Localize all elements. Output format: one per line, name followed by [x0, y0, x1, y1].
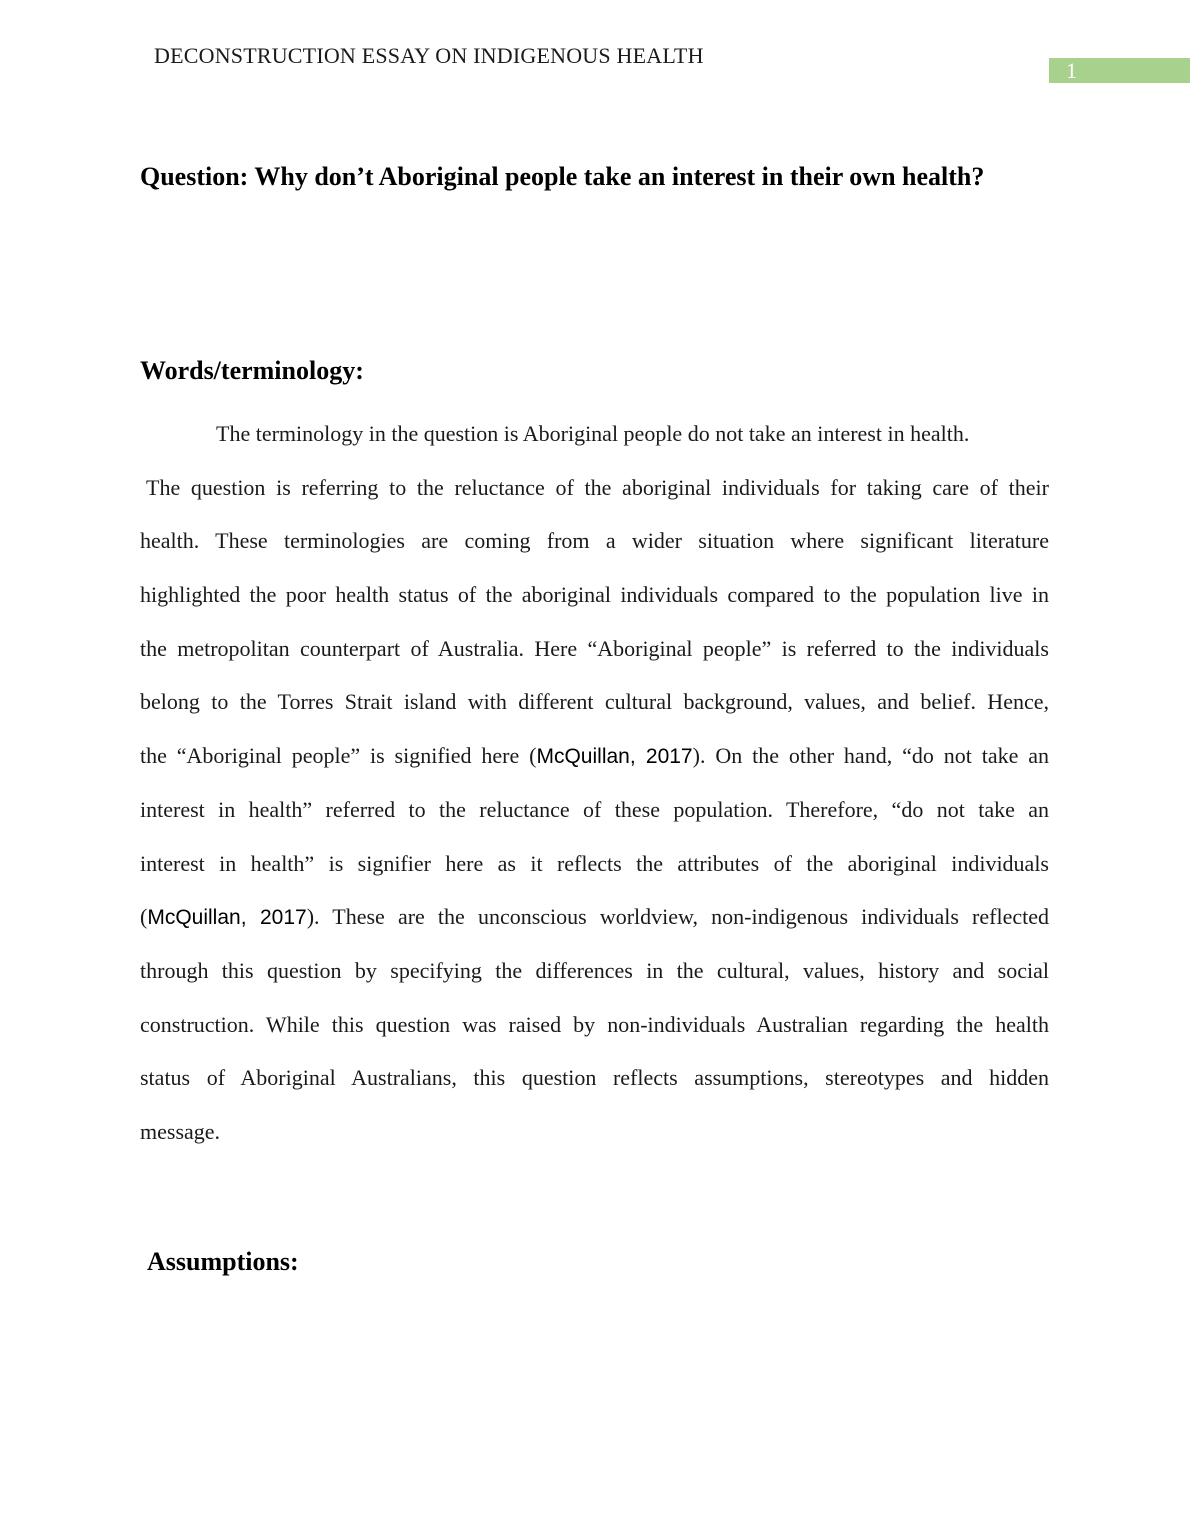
paragraph-line: status of Aboriginal Australians, this question reflects assumptions, stereotypes and hidden: [140, 1065, 1049, 1091]
paragraph-line: through this question by specifying the differences in the cultural, values, history and social: [140, 957, 1049, 983]
page-number-badge: [1049, 58, 1190, 83]
paragraph-line: belong to the Torres Strait island with different cultural background, values, and belief. Hence,: [140, 689, 1049, 715]
citation: McQuillan, 2017: [536, 745, 693, 769]
running-header-title: DECONSTRUCTION ESSAY ON INDIGENOUS HEALTH: [154, 43, 704, 68]
paragraph-line: the “Aboriginal people” is signified here (McQuillan, 2017). On the other hand, “do not take an: [140, 743, 1050, 769]
paragraph-line: The question is referring to the reluctance of the aboriginal individuals for taking care of their: [146, 474, 1049, 500]
paragraph-line: (McQuillan, 2017). These are the unconscious worldview, non-indigenous individuals reflected: [140, 904, 1049, 930]
paragraph-line: highlighted the poor health status of the aboriginal individuals compared to the population live in: [140, 582, 1049, 608]
paragraph-line: interest in health” is signifier here as it reflects the attributes of the aboriginal individuals: [140, 850, 1049, 876]
paragraph-line: health. These terminologies are coming from a wider situation where significant literature: [140, 528, 1049, 554]
paragraph-line: The terminology in the question is Aboriginal people do not take an interest in health.: [216, 421, 970, 446]
assumptions-heading: Assumptions:: [147, 1247, 299, 1276]
words-terminology-heading: Words/terminology:: [140, 356, 364, 385]
words-terminology-paragraph: [140, 407, 1049, 1159]
question-title: Question: Why don’t Aboriginal people take an interest in their own health?: [140, 162, 985, 191]
paragraph-line: the metropolitan counterpart of Australia. Here “Aboriginal people” is referred to the individuals: [140, 635, 1049, 661]
paragraph-line: message.: [140, 1118, 221, 1144]
citation: McQuillan, 2017: [147, 906, 307, 930]
paragraph-line: interest in health” referred to the reluctance of these population. Therefore, “do not take an: [140, 796, 1049, 822]
page-number: 1: [1066, 58, 1077, 83]
paragraph-line: construction. While this question was raised by non-individuals Australian regarding the health: [140, 1011, 1049, 1037]
